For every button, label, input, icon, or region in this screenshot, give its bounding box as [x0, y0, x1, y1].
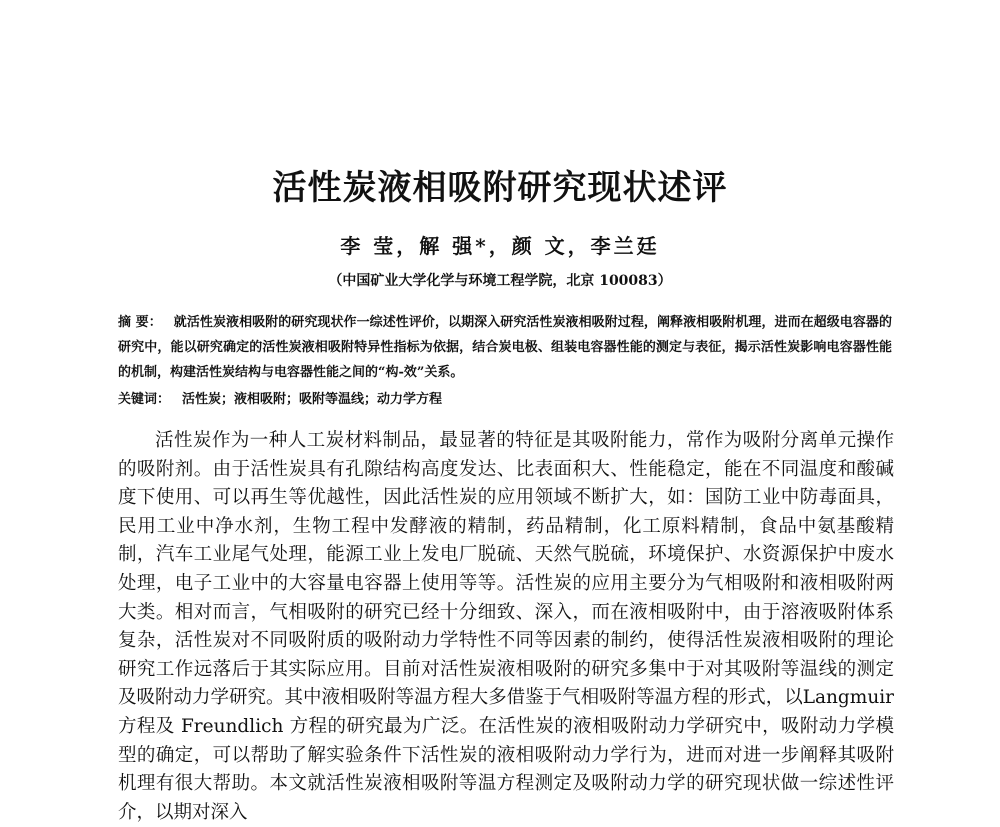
- keywords: [118, 388, 892, 407]
- author-list: 李 莹，解 强*，颜 文，李兰廷: [340, 234, 660, 258]
- paper-title: 活性炭液相吸附研究现状述评: [272, 168, 728, 208]
- abstract-text: 就活性炭液相吸附的研究现状作一综述性评价，以期深入研究活性炭液相吸附过程，阐释液相吸附机理，进而在超级电容器的研究中，能以研究确定的活性炭液相吸附特异性指标为依据，结合炭电极、组装电容器性能的测定与表征，揭示活性炭影响电容器性能的机制，构建活性炭结构与电容器性能之间的“构-效”关系。: [118, 315, 892, 380]
- keywords-text: 活性炭；液相吸附；吸附等温线；动力学方程: [182, 392, 443, 407]
- abstract: [118, 310, 892, 385]
- abstract-label: 摘 要：: [118, 315, 162, 330]
- keywords-label: 关键词：: [118, 392, 171, 407]
- author-affiliation: （中国矿业大学化学与环境工程学院，北京 100083）: [328, 273, 672, 289]
- body-paragraph: 活性炭作为一种人工炭材料制品，最显著的特征是其吸附能力，常作为吸附分离单元操作的吸附剂。由于活性炭具有孔隙结构高度发达、比表面积大、性能稳定，能在不同温度和酸碱度下使用、可以再生等优越性，因此活性炭的应用领域不断扩大，如：国防工业中防毒面具，民用工业中净水剂，生物工程中发酵液的精制，药品精制，化工原料精制，食品中氨基酸精制，汽车工业尾气处理，能源工业上发电厂脱硫、天然气脱硫，环境保护、水资源保护中废水处理，电子工业中的大容量电容器上使用等等。活性炭的应用主要分为气相吸附和液相吸附两大类。相对而言，气相吸附的研究已经十分细致、深入，而在液相吸附中，由于溶液吸附体系复杂，活性炭对不同吸附质的吸附动力学特性不同等因素的制约，使得活性炭液相吸附的理论研究工作远落后于其实际应用。目前对活性炭液相吸附的研究多集中于对其吸附等温线的测定及吸附动力学研究。其中液相吸附等温方程大多借鉴于气相吸附等温方程的形式，以Langmuir 方程及 Freundlich 方程的研究最为广泛。在活性炭的液相吸附动力学研究中，吸附动力学模型的确定，可以帮助了解实验条件下活性炭的液相吸附动力学行为，进而对进一步阐释其吸附机理有很大帮助。本文就活性炭液相吸附等温方程测定及吸附动力学的研究现状做一综述性评介，以期对深入: [118, 430, 894, 823]
